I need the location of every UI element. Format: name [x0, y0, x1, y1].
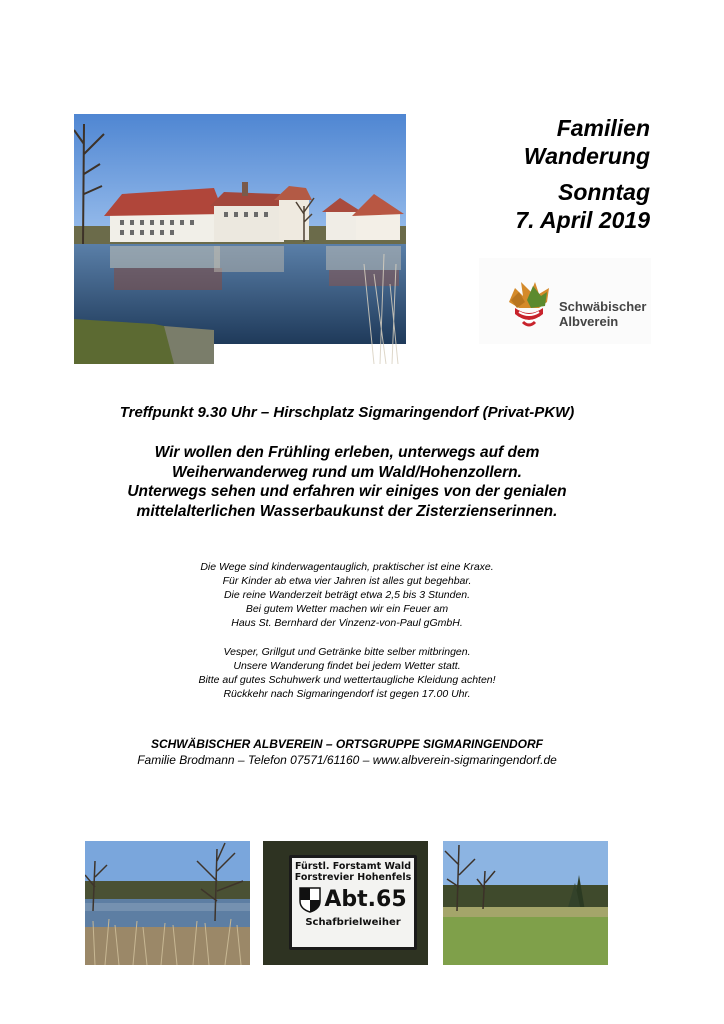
- practical-info-line: Bitte auf gutes Schuhwerk und wettertaugliche Kleidung achten!: [198, 674, 496, 686]
- sign-line-2: Forstrevier Hohenfels: [294, 872, 412, 883]
- forest-sign-photo: [263, 841, 428, 965]
- monastery-pond-photo: [74, 114, 406, 364]
- intro-paragraph: [0, 443, 694, 521]
- title-line-wanderung: Wanderung: [523, 143, 650, 169]
- coat-of-arms-icon: [299, 887, 321, 913]
- organizer-block: [0, 736, 694, 768]
- organizer-name: SCHWÄBISCHER ALBVEREIN – ORTSGRUPPE SIGMARINGENDORF: [150, 737, 544, 751]
- details-line: Für Kinder ab etwa vier Jahren ist alles gut begehbar.: [222, 575, 472, 587]
- details-line: Bei gutem Wetter machen wir ein Feuer am: [245, 603, 449, 615]
- intro-line: mittelalterlichen Wasserbaukunst der Zisterzienserinnen.: [136, 502, 558, 520]
- meadow-photo: [443, 841, 608, 965]
- details-paragraph: [0, 560, 694, 630]
- logo-line-1: Schwäbischer: [559, 299, 647, 314]
- practical-info-line: Rückkehr nach Sigmaringendorf ist gegen 17.00 Uhr.: [223, 688, 471, 700]
- forest-sign: [289, 855, 417, 950]
- organizer-contact: Familie Brodmann – Telefon 07571/61160 – www.albverein-sigmaringendorf.de: [137, 753, 557, 767]
- intro-line: Unterwegs sehen und erfahren wir einiges von der genialen: [127, 483, 567, 501]
- practical-info-line: Unsere Wanderung findet bei jedem Wetter statt.: [233, 660, 461, 672]
- details-line: Haus St. Bernhard der Vinzenz-von-Paul gGmbH.: [231, 617, 463, 629]
- logo-wordmark: [559, 299, 646, 329]
- title-line-weekday: Sonntag: [558, 179, 650, 205]
- event-title: [390, 114, 650, 234]
- intro-line: Weiherwanderweg rund um Wald/Hohenzollern.: [172, 463, 522, 481]
- title-line-familien: Familien: [556, 115, 650, 141]
- details-line: Die reine Wanderzeit beträgt etwa 2,5 bis 3 Stunden.: [223, 589, 471, 601]
- sign-line-1: Fürstl. Forstamt Wald: [294, 861, 412, 872]
- practical-info-paragraph: [0, 645, 694, 701]
- pond-reeds-photo: [85, 841, 250, 965]
- details-line: Die Wege sind kinderwagentauglich, praktischer ist eine Kraxe.: [200, 561, 494, 573]
- practical-info-line: Vesper, Grillgut und Getränke bitte selber mitbringen.: [223, 646, 471, 658]
- logo-line-2: Albverein: [559, 314, 619, 329]
- sign-line-3: Schafbrielweiher: [305, 917, 401, 928]
- intro-line: Wir wollen den Frühling erleben, unterwegs auf dem: [154, 444, 540, 461]
- sign-compartment-number: Abt.65: [324, 887, 407, 912]
- albverein-logo: [479, 258, 651, 344]
- meeting-point: Treffpunkt 9.30 Uhr – Hirschplatz Sigmaringendorf (Privat-PKW): [119, 404, 575, 421]
- leaf-logo-icon: [505, 278, 553, 330]
- title-line-date: 7. April 2019: [515, 207, 650, 233]
